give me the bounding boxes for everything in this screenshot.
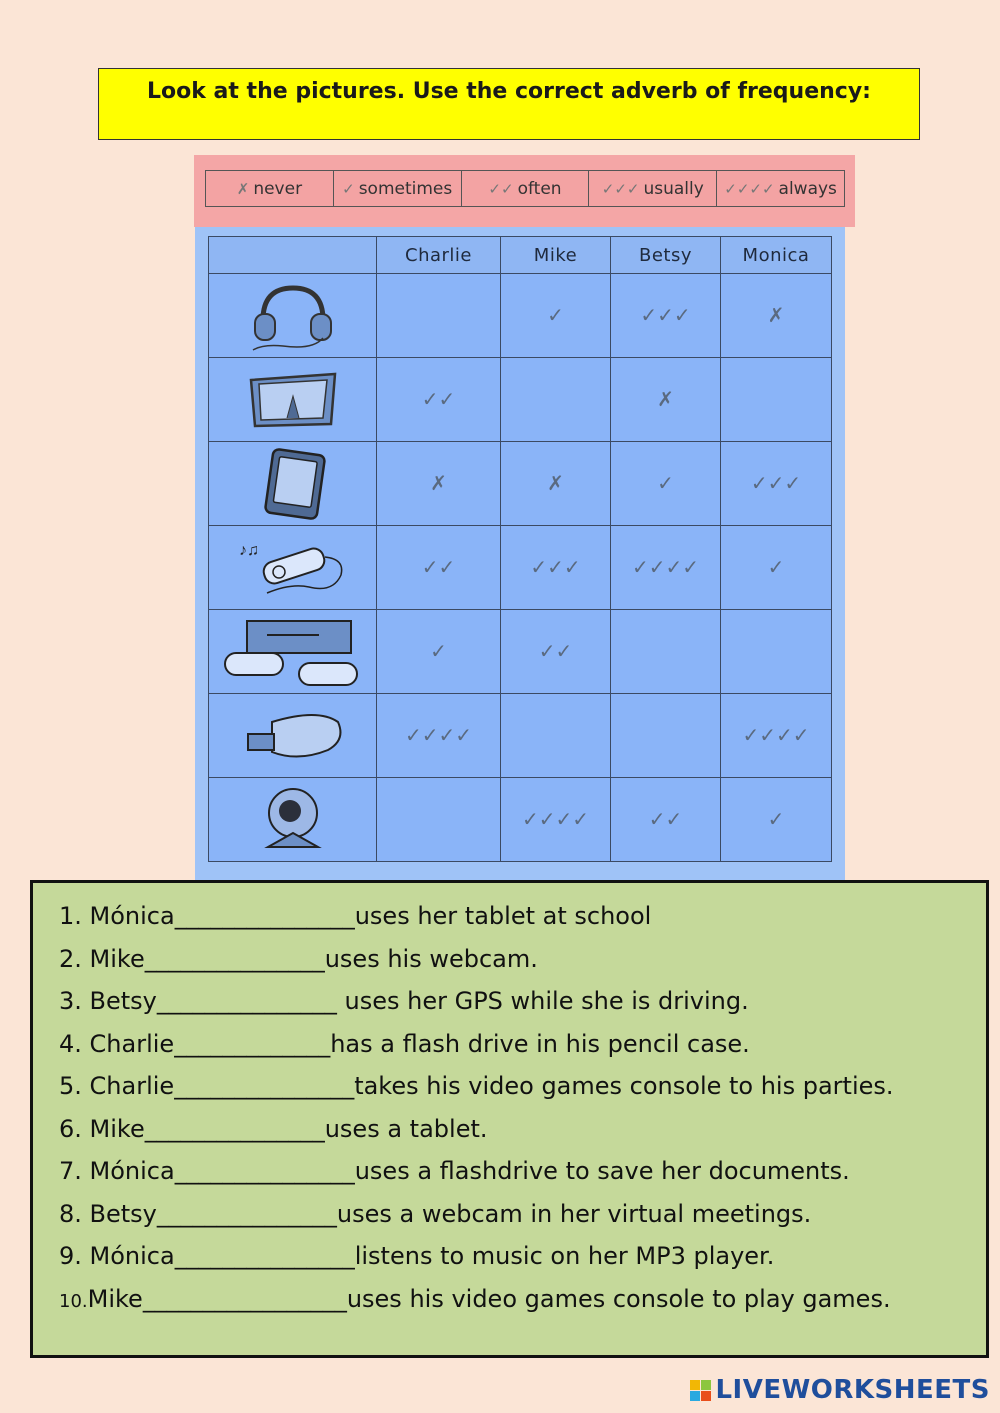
sentence-4: 4. Charlie_____________has a flash drive in his pencil case. (59, 1029, 750, 1058)
webcam-icon (209, 778, 377, 862)
grid-cell (611, 610, 721, 694)
tablet-icon (209, 442, 377, 526)
grid-cell: ✓✓✓ (501, 526, 611, 610)
grid-header-row (209, 237, 832, 274)
frequency-grid (208, 236, 832, 862)
answer-blank[interactable]: _______________ (144, 1114, 325, 1143)
answer-blank[interactable]: _______________ (156, 1199, 337, 1228)
answer-blank[interactable]: _______________ (144, 944, 325, 973)
liveworksheets-logo (690, 1375, 990, 1405)
column-header: Charlie (377, 237, 501, 274)
answer-blank[interactable]: _______________ (174, 1072, 355, 1100)
sentence-3: 3. Betsy_______________ uses her GPS while she is driving. (59, 987, 749, 1015)
grid-row (209, 610, 832, 694)
grid-cell: ✓✓ (377, 526, 501, 610)
grid-cell (501, 694, 611, 778)
flash-drive-icon (209, 694, 377, 778)
sentence-5: 5. Charlie_______________takes his video games console to his parties. (59, 1072, 894, 1100)
grid-row (209, 442, 832, 526)
grid-cell: ✓✓✓✓ (501, 778, 611, 862)
answer-blank[interactable]: _______________ (174, 1242, 355, 1270)
logo-text: LIVEWORKSHEETS (715, 1375, 990, 1405)
legend-often: ✓✓ often (462, 171, 590, 206)
column-header: Mike (501, 237, 611, 274)
grid-row (209, 778, 832, 862)
grid-cell: ✓✓ (501, 610, 611, 694)
grid-row (209, 694, 832, 778)
sentence-6: 6. Mike_______________uses a tablet. (59, 1114, 488, 1143)
grid-row (209, 358, 832, 442)
grid-row (209, 526, 832, 610)
answer-blank[interactable]: _______________ (174, 902, 355, 930)
grid-cell: ✓ (377, 610, 501, 694)
legend-always: ✓✓✓✓ always (724, 178, 837, 199)
answer-blank[interactable]: _____________ (174, 1029, 331, 1058)
grid-cell: ✓✓✓✓ (611, 526, 721, 610)
instruction-title: Look at the pictures. Use the correct adverb of frequency: (147, 79, 871, 104)
sentence-7: 7. Mónica_______________uses a flashdrive to save her documents. (59, 1157, 850, 1185)
grid-cell: ✗ (501, 442, 611, 526)
grid-row (209, 274, 832, 358)
grid-cell (611, 694, 721, 778)
grid-cell (377, 778, 501, 862)
grid-cell: ✓✓✓✓ (377, 694, 501, 778)
grid-cell: ✓✓✓ (611, 274, 721, 358)
logo-icon (690, 1380, 711, 1401)
grid-cell: ✓ (611, 442, 721, 526)
answer-blank[interactable]: _______________ (156, 987, 337, 1015)
frequency-grid-panel (195, 227, 845, 880)
grid-cell: ✓ (721, 526, 832, 610)
column-header: Monica (721, 237, 832, 274)
svg-text:♪♫: ♪♫ (238, 541, 259, 559)
answer-blank[interactable]: _________________ (142, 1284, 347, 1313)
grid-cell: ✓✓✓ (721, 442, 832, 526)
legend-usually: ✓✓✓ usually (589, 171, 717, 206)
grid-corner-cell (209, 237, 377, 274)
sentence-exercise-box (30, 880, 989, 1358)
grid-cell: ✓✓ (377, 358, 501, 442)
legend-sometimes: ✓ sometimes (334, 171, 462, 206)
grid-cell (501, 358, 611, 442)
headphones-icon (209, 274, 377, 358)
grid-cell: ✓✓ (611, 778, 721, 862)
sentence-2: 2. Mike_______________uses his webcam. (59, 944, 538, 973)
column-header: Betsy (611, 237, 721, 274)
mp3-player-icon (209, 526, 377, 610)
legend-never: ✗ never (206, 171, 334, 206)
grid-cell: ✗ (377, 442, 501, 526)
grid-cell: ✗ (721, 274, 832, 358)
instruction-banner (98, 68, 920, 140)
answer-blank[interactable]: _______________ (174, 1157, 355, 1185)
legend-panel (194, 155, 855, 227)
sentence-1: 1. Mónica_______________uses her tablet at school (59, 902, 652, 930)
grid-cell: ✓ (501, 274, 611, 358)
sentence-9: 9. Mónica_______________listens to music on her MP3 player. (59, 1242, 775, 1270)
grid-cell (377, 274, 501, 358)
sentence-10: 10.Mike_________________uses his video games console to play games. (59, 1284, 891, 1313)
gps-icon (209, 358, 377, 442)
frequency-legend (205, 170, 845, 207)
grid-cell: ✗ (611, 358, 721, 442)
sentence-8: 8. Betsy_______________uses a webcam in her virtual meetings. (59, 1199, 812, 1228)
grid-cell: ✓ (721, 778, 832, 862)
game-console-icon (209, 610, 377, 694)
grid-cell: ✓✓✓✓ (721, 694, 832, 778)
grid-cell (721, 358, 832, 442)
grid-cell (721, 610, 832, 694)
